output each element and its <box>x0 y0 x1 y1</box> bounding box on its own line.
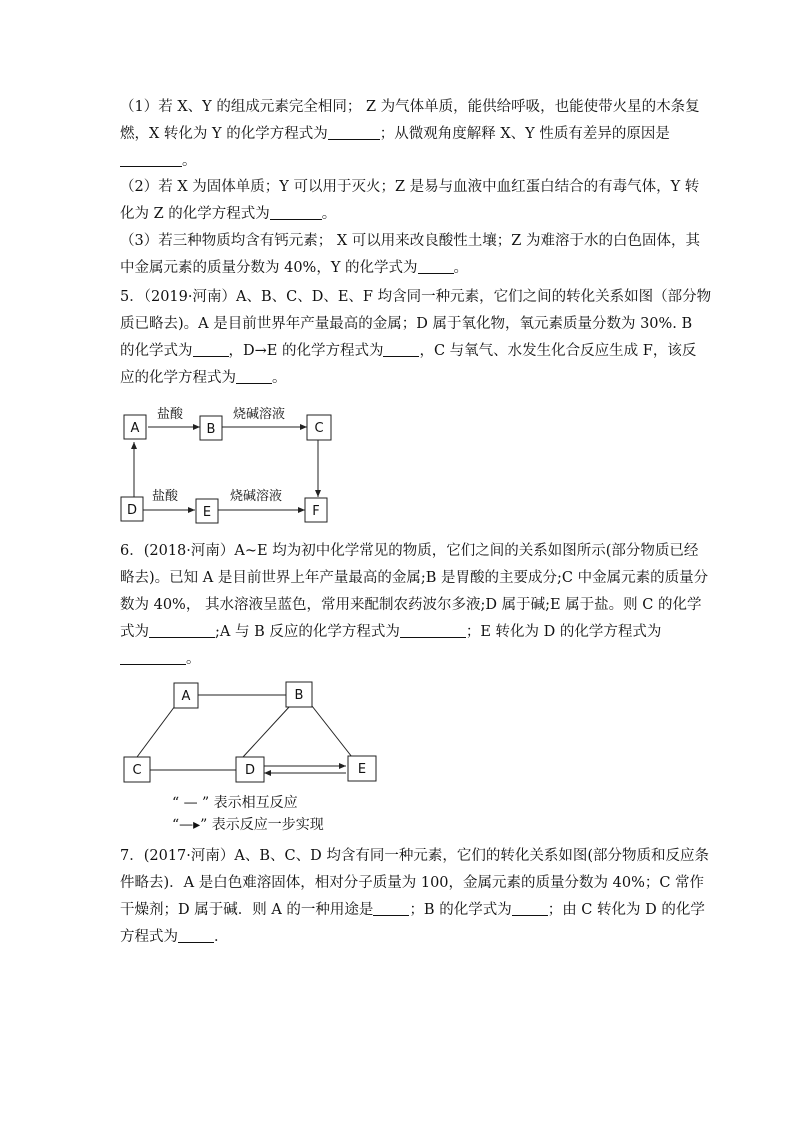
q6-text-d: 。 <box>186 651 201 667</box>
q5-node-a: A <box>130 421 140 436</box>
q6-legend-line2 <box>172 814 324 836</box>
answer-blank[interactable] <box>512 901 548 916</box>
q6-line2: 略去)。已知 A 是目前世界上年产量最高的金属;B 是胃酸的主要成分;C 中金属元素的质量分 <box>120 570 709 586</box>
legend-line-glyph: “ — ” <box>172 795 210 811</box>
q6-line4 <box>120 619 680 646</box>
q4-part1-text-b: ；从微观角度解释 X、Y 性质有差异的原因是 <box>379 126 670 142</box>
q5-text-b: ，D→E 的化学方程式为 <box>228 343 384 359</box>
q5-line2: 质已略去)。A 是目前世界年产量最高的金属；D 属于氧化物，氧元素质量分数为 30%. B <box>120 316 693 332</box>
q5-text-e: 。 <box>272 370 287 386</box>
q6-legend <box>172 792 324 836</box>
q5-node-b: B <box>206 422 216 437</box>
q6-legend-line1 <box>172 792 324 814</box>
q6-node-c: C <box>132 763 142 778</box>
q6-text-c: ；E 转化为 D 的化学方程式为 <box>465 624 662 640</box>
q4-part3-text-b: 。 <box>453 260 469 276</box>
q6-line1: 6．(2018·河南）A~E 均为初中化学常见的物质，它们之间的关系如图所示(部分物质已经 <box>120 543 699 559</box>
q4-part3-line1: （3）若三种物质均含有钙元素； X 可以用来改良酸性土壤；Z 为难溶于水的白色固体，其 <box>120 233 700 249</box>
q6-node-e: E <box>357 762 367 777</box>
q7-text-d: 方程式为 <box>120 929 178 945</box>
q5-line1: 5．（2019·河南）A、B、C、D、E、F 均含同一种元素，它们之间的转化关系如图（部分物 <box>120 289 712 305</box>
q6-node-b: B <box>294 688 304 703</box>
q7-line4 <box>120 924 680 951</box>
q4-part3-text-a: 中金属元素的质量分数为 40%，Y 的化学式为 <box>120 260 418 276</box>
q4-part2-line1: （2）若 X 为固体单质；Y 可以用于灭火；Z 是易与血液中血红蛋白结合的有毒气体，Y 转 <box>120 179 700 195</box>
q7-text-c: ；由 C 转化为 D 的化学 <box>547 902 705 918</box>
q5-label-ab: 盐酸 <box>157 407 184 422</box>
q6-line3: 数为 40%， 其水溶液呈蓝色，常用来配制农药波尔多液;D 属于碱;E 属于盐。则 C 的化学 <box>120 597 702 613</box>
q6-text-b: ;A 与 B 反应的化学方程式为 <box>215 624 400 640</box>
question-7 <box>120 843 710 951</box>
q5-node-e: E <box>202 505 212 520</box>
q6-edge-b-d <box>243 706 290 757</box>
q7-line3 <box>120 897 705 924</box>
q6-line5 <box>120 646 680 673</box>
q4-part1-line1: （1）若 X、Y 的组成元素完全相同； Z 为气体单质，能供给呼吸，也能使带火星的木条复 <box>120 99 700 115</box>
answer-blank[interactable] <box>120 650 186 665</box>
answer-blank[interactable] <box>178 928 214 943</box>
q4-part2-text-a: 化为 Z 的化学方程式为 <box>120 206 270 222</box>
legend-arrow-glyph: “—▸” <box>172 817 208 833</box>
q6-edge-b-e <box>312 706 352 757</box>
q5-node-d: D <box>126 503 138 518</box>
q6-text-a: 式为 <box>120 624 149 640</box>
q6-diagram <box>124 682 376 782</box>
q7-text-e: ． <box>214 929 229 945</box>
q5-text-c: ，C 与氧气、水发生化合反应生成 F，该反 <box>419 343 697 359</box>
legend-line-text: 表示相互反应 <box>213 795 298 811</box>
q5-text-d: 应的化学方程式为 <box>120 370 236 386</box>
q5-label-ef: 烧碱溶液 <box>230 489 283 504</box>
q4-part1-text-c: 。 <box>182 153 197 169</box>
q6-node-d: D <box>244 763 256 778</box>
q4-part2-text-b: 。 <box>321 206 337 222</box>
q5-node-c: C <box>314 421 324 436</box>
question-6 <box>120 538 709 673</box>
q5-label-bc: 烧碱溶液 <box>233 407 286 422</box>
q7-text-b: ；B 的化学式为 <box>409 902 512 918</box>
answer-blank[interactable] <box>149 623 215 638</box>
q7-line1: 7．(2017·河南）A、B、C、D 均含有同一种元素，它们的转化关系如图(部分物质和反应条 <box>120 848 710 864</box>
q5-label-de: 盐酸 <box>152 489 179 504</box>
answer-blank[interactable] <box>400 623 466 638</box>
q7-text-a: 干燥剂；D 属于碱．则 A 的一种用途是 <box>120 902 374 918</box>
q5-text-a: 的化学式为 <box>120 343 193 359</box>
legend-arrow-text: 表示反应一步实现 <box>211 817 324 833</box>
q7-line2: 件略去)．A 是白色难溶固体，相对分子质量为 100，金属元素的质量分数为 40%；C 常作 <box>120 875 705 891</box>
q6-node-a: A <box>181 689 191 704</box>
q5-node-f: F <box>312 504 320 519</box>
q4-part1-text-a: 燃，X 转化为 Y 的化学方程式为 <box>120 126 328 142</box>
q6-edge-a-c <box>137 706 175 757</box>
answer-blank[interactable] <box>373 901 409 916</box>
